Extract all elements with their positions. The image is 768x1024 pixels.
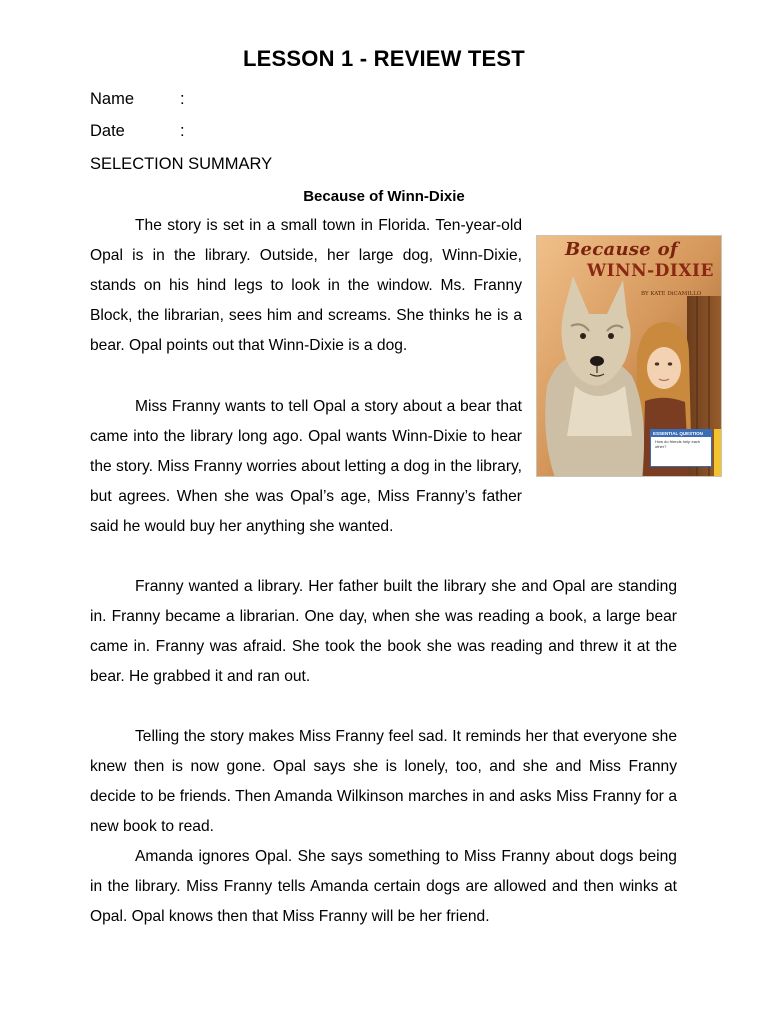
date-label: Date (90, 122, 125, 140)
summary-paragraph-4: Telling the story makes Miss Franny feel sad. It reminds her that everyone she knew then is now gone. Opal says she is lonely, too, and she and Miss Franny decide to be friends. Then Amanda Wilkinson marches in and asks Miss Franny for a new book to read. (90, 728, 677, 835)
cover-author: BY KATE DiCAMILLO (641, 291, 702, 297)
summary-paragraph-2: Miss Franny wants to tell Opal a story about a bear that came into the library long ago. Opal wants Winn-Dixie to hear the story. Miss Franny worries about letting a dog in the library, but agrees. When she was Opal’s age, Miss Franny’s father said he would buy her anything she wanted. (90, 398, 522, 535)
story-title: Because of Winn-Dixie (303, 188, 465, 205)
essential-question-box (650, 429, 712, 467)
summary-paragraph-1: The story is set in a small town in Florida. Ten-year-old Opal is in the library. Outside, her large dog, Winn-Dixie, stands on his hind legs to look in the window. Ms. Franny Block, the librarian, sees him and screams. She thinks he is a bear. Opal points out that Winn-Dixie is a dog. (90, 217, 522, 354)
name-field (90, 90, 185, 109)
summary-paragraph-3: Franny wanted a library. Her father built the library she and Opal are standing in. Franny became a librarian. One day, when she was reading a book, a large bear came in. Franny was afraid. She took the book she was reading and threw it at the bear. He grabbed it and ran out. (90, 578, 677, 685)
essential-question-text: How do friends help each other? (655, 439, 701, 449)
cover-title-line2: WINN-DIXIE (587, 261, 714, 281)
book-cover-image (536, 235, 722, 477)
name-label: Name (90, 90, 135, 108)
date-colon: : (180, 122, 185, 140)
page-title: LESSON 1 - REVIEW TEST (243, 46, 525, 71)
cover-color-strip (714, 429, 721, 477)
essential-question-label: ESSENTIAL QUESTION (651, 430, 711, 437)
summary-paragraph-5: Amanda ignores Opal. She says something to Miss Franny about dogs being in the library. Miss Franny tells Amanda certain dogs are allowed and then winks at Opal. Opal knows then that Miss Franny will be her friend. (90, 848, 677, 925)
section-label: SELECTION SUMMARY (90, 155, 273, 173)
cover-title-line1: Because of (565, 239, 678, 260)
name-colon: : (180, 90, 185, 108)
date-field (90, 122, 185, 141)
